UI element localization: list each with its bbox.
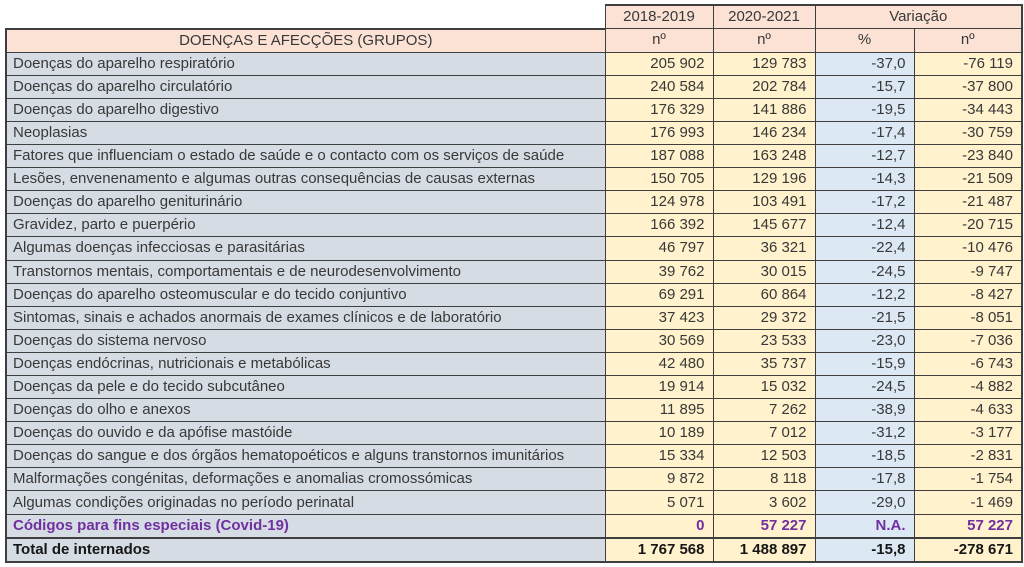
cell-variation-n: -30 759 bbox=[914, 121, 1022, 144]
cell-variation-percent: -23,0 bbox=[815, 329, 914, 352]
cell-n-2020-2021: 60 864 bbox=[713, 283, 815, 306]
cell-variation-n: -23 840 bbox=[914, 145, 1022, 168]
cell-variation-percent: -17,8 bbox=[815, 468, 914, 491]
cell-n-2018-2019: 5 071 bbox=[605, 491, 713, 514]
cell-n-2020-2021: 15 032 bbox=[713, 376, 815, 399]
cell-n-2018-2019: 124 978 bbox=[605, 191, 713, 214]
cell-n-2018-2019: 240 584 bbox=[605, 75, 713, 98]
cell-n-2020-2021: 8 118 bbox=[713, 468, 815, 491]
table-row bbox=[6, 52, 1022, 75]
cell-variation-n: -37 800 bbox=[914, 75, 1022, 98]
row-label: Algumas condições originadas no período perinatal bbox=[6, 491, 605, 514]
cell-variation-percent: -12,2 bbox=[815, 283, 914, 306]
cell-variation-percent: -24,5 bbox=[815, 260, 914, 283]
table-row bbox=[6, 145, 1022, 168]
cell-variation-percent: -15,7 bbox=[815, 75, 914, 98]
table-row bbox=[6, 214, 1022, 237]
row-label: Doenças do aparelho geniturinário bbox=[6, 191, 605, 214]
row-label: Códigos para fins especiais (Covid-19) bbox=[6, 514, 605, 538]
table-body bbox=[6, 52, 1022, 562]
cell-n-2018-2019: 30 569 bbox=[605, 329, 713, 352]
cell-variation-n: -8 051 bbox=[914, 306, 1022, 329]
cell-variation-n: -1 469 bbox=[914, 491, 1022, 514]
table-row bbox=[6, 352, 1022, 375]
diseases-statistics-table bbox=[5, 4, 1023, 563]
cell-n-2018-2019: 42 480 bbox=[605, 352, 713, 375]
table-row bbox=[6, 422, 1022, 445]
cell-variation-percent: -29,0 bbox=[815, 491, 914, 514]
row-label: Doenças do olho e anexos bbox=[6, 399, 605, 422]
table-row bbox=[6, 468, 1022, 491]
cell-n-2018-2019: 176 993 bbox=[605, 121, 713, 144]
cell-n-2018-2019: 39 762 bbox=[605, 260, 713, 283]
header-row-periods bbox=[6, 5, 1022, 29]
header-empty-corner bbox=[6, 5, 605, 29]
row-label: Transtornos mentais, comportamentais e de neurodesenvolvimento bbox=[6, 260, 605, 283]
row-label: Total de internados bbox=[6, 538, 605, 562]
cell-n-2020-2021: 163 248 bbox=[713, 145, 815, 168]
cell-variation-percent: -19,5 bbox=[815, 98, 914, 121]
cell-n-2018-2019: 0 bbox=[605, 514, 713, 538]
table-row bbox=[6, 306, 1022, 329]
cell-variation-n: -6 743 bbox=[914, 352, 1022, 375]
cell-variation-percent: -18,5 bbox=[815, 445, 914, 468]
table-row bbox=[6, 514, 1022, 538]
table-row bbox=[6, 445, 1022, 468]
table-row bbox=[6, 168, 1022, 191]
cell-variation-n: -10 476 bbox=[914, 237, 1022, 260]
table-row bbox=[6, 121, 1022, 144]
column-header-disease-groups: DOENÇAS E AFECÇÕES (GRUPOS) bbox=[6, 29, 605, 53]
table-row bbox=[6, 260, 1022, 283]
row-label: Gravidez, parto e puerpério bbox=[6, 214, 605, 237]
row-label: Neoplasias bbox=[6, 121, 605, 144]
cell-variation-percent: -17,4 bbox=[815, 121, 914, 144]
unit-header-n-2020-2021: nº bbox=[713, 29, 815, 53]
cell-n-2020-2021: 36 321 bbox=[713, 237, 815, 260]
cell-n-2018-2019: 176 329 bbox=[605, 98, 713, 121]
header-row-units bbox=[6, 29, 1022, 53]
unit-header-n-2018-2019: nº bbox=[605, 29, 713, 53]
cell-variation-percent: -22,4 bbox=[815, 237, 914, 260]
cell-variation-percent: -37,0 bbox=[815, 52, 914, 75]
cell-variation-percent: -12,4 bbox=[815, 214, 914, 237]
table-row bbox=[6, 191, 1022, 214]
cell-n-2020-2021: 57 227 bbox=[713, 514, 815, 538]
cell-variation-percent: -12,7 bbox=[815, 145, 914, 168]
row-label: Doenças do aparelho osteomuscular e do tecido conjuntivo bbox=[6, 283, 605, 306]
column-header-variation: Variação bbox=[815, 5, 1022, 29]
table-row bbox=[6, 75, 1022, 98]
cell-variation-n: -21 487 bbox=[914, 191, 1022, 214]
cell-n-2018-2019: 15 334 bbox=[605, 445, 713, 468]
table-row bbox=[6, 491, 1022, 514]
cell-n-2020-2021: 3 602 bbox=[713, 491, 815, 514]
table-row bbox=[6, 376, 1022, 399]
row-label: Doenças endócrinas, nutricionais e metabólicas bbox=[6, 352, 605, 375]
table-row bbox=[6, 237, 1022, 260]
row-label: Doenças do aparelho digestivo bbox=[6, 98, 605, 121]
cell-variation-percent: -38,9 bbox=[815, 399, 914, 422]
cell-n-2018-2019: 37 423 bbox=[605, 306, 713, 329]
cell-n-2020-2021: 129 783 bbox=[713, 52, 815, 75]
cell-n-2018-2019: 150 705 bbox=[605, 168, 713, 191]
row-label: Doenças do aparelho respiratório bbox=[6, 52, 605, 75]
cell-variation-n: -34 443 bbox=[914, 98, 1022, 121]
cell-variation-n: -8 427 bbox=[914, 283, 1022, 306]
cell-variation-percent: -15,9 bbox=[815, 352, 914, 375]
cell-n-2020-2021: 146 234 bbox=[713, 121, 815, 144]
cell-n-2020-2021: 23 533 bbox=[713, 329, 815, 352]
row-label: Doenças do sangue e dos órgãos hematopoéticos e alguns transtornos imunitários bbox=[6, 445, 605, 468]
cell-variation-n: -4 882 bbox=[914, 376, 1022, 399]
cell-variation-percent: -14,3 bbox=[815, 168, 914, 191]
cell-variation-percent: -24,5 bbox=[815, 376, 914, 399]
cell-n-2018-2019: 205 902 bbox=[605, 52, 713, 75]
row-label: Lesões, envenenamento e algumas outras consequências de causas externas bbox=[6, 168, 605, 191]
cell-variation-percent: -21,5 bbox=[815, 306, 914, 329]
cell-variation-n: -1 754 bbox=[914, 468, 1022, 491]
table-row bbox=[6, 399, 1022, 422]
row-label: Sintomas, sinais e achados anormais de exames clínicos e de laboratório bbox=[6, 306, 605, 329]
table-row bbox=[6, 98, 1022, 121]
table-row bbox=[6, 283, 1022, 306]
row-label: Doenças da pele e do tecido subcutâneo bbox=[6, 376, 605, 399]
row-label: Doenças do ouvido e da apófise mastóide bbox=[6, 422, 605, 445]
cell-n-2020-2021: 35 737 bbox=[713, 352, 815, 375]
cell-n-2018-2019: 11 895 bbox=[605, 399, 713, 422]
cell-n-2020-2021: 103 491 bbox=[713, 191, 815, 214]
table-row bbox=[6, 538, 1022, 562]
cell-n-2018-2019: 1 767 568 bbox=[605, 538, 713, 562]
row-label: Doenças do sistema nervoso bbox=[6, 329, 605, 352]
row-label: Malformações congénitas, deformações e anomalias cromossómicas bbox=[6, 468, 605, 491]
cell-n-2020-2021: 7 262 bbox=[713, 399, 815, 422]
cell-n-2018-2019: 19 914 bbox=[605, 376, 713, 399]
cell-n-2018-2019: 166 392 bbox=[605, 214, 713, 237]
cell-n-2020-2021: 12 503 bbox=[713, 445, 815, 468]
column-header-2018-2019: 2018-2019 bbox=[605, 5, 713, 29]
cell-variation-percent: N.A. bbox=[815, 514, 914, 538]
column-header-2020-2021: 2020-2021 bbox=[713, 5, 815, 29]
cell-variation-percent: -31,2 bbox=[815, 422, 914, 445]
cell-n-2020-2021: 202 784 bbox=[713, 75, 815, 98]
cell-n-2020-2021: 7 012 bbox=[713, 422, 815, 445]
cell-n-2018-2019: 9 872 bbox=[605, 468, 713, 491]
cell-variation-percent: -17,2 bbox=[815, 191, 914, 214]
cell-n-2020-2021: 30 015 bbox=[713, 260, 815, 283]
cell-variation-n: -76 119 bbox=[914, 52, 1022, 75]
table-row bbox=[6, 329, 1022, 352]
cell-variation-n: -2 831 bbox=[914, 445, 1022, 468]
cell-variation-n: -7 036 bbox=[914, 329, 1022, 352]
cell-variation-n: -20 715 bbox=[914, 214, 1022, 237]
cell-n-2020-2021: 29 372 bbox=[713, 306, 815, 329]
unit-header-variation-percent: % bbox=[815, 29, 914, 53]
cell-variation-n: 57 227 bbox=[914, 514, 1022, 538]
cell-n-2018-2019: 10 189 bbox=[605, 422, 713, 445]
cell-variation-n: -4 633 bbox=[914, 399, 1022, 422]
cell-variation-n: -21 509 bbox=[914, 168, 1022, 191]
cell-variation-percent: -15,8 bbox=[815, 538, 914, 562]
row-label: Algumas doenças infecciosas e parasitárias bbox=[6, 237, 605, 260]
cell-n-2018-2019: 187 088 bbox=[605, 145, 713, 168]
cell-n-2018-2019: 46 797 bbox=[605, 237, 713, 260]
unit-header-variation-n: nº bbox=[914, 29, 1022, 53]
cell-n-2018-2019: 69 291 bbox=[605, 283, 713, 306]
cell-n-2020-2021: 141 886 bbox=[713, 98, 815, 121]
cell-n-2020-2021: 145 677 bbox=[713, 214, 815, 237]
cell-variation-n: -3 177 bbox=[914, 422, 1022, 445]
cell-variation-n: -278 671 bbox=[914, 538, 1022, 562]
cell-n-2020-2021: 129 196 bbox=[713, 168, 815, 191]
row-label: Doenças do aparelho circulatório bbox=[6, 75, 605, 98]
row-label: Fatores que influenciam o estado de saúde e o contacto com os serviços de saúde bbox=[6, 145, 605, 168]
cell-n-2020-2021: 1 488 897 bbox=[713, 538, 815, 562]
cell-variation-n: -9 747 bbox=[914, 260, 1022, 283]
